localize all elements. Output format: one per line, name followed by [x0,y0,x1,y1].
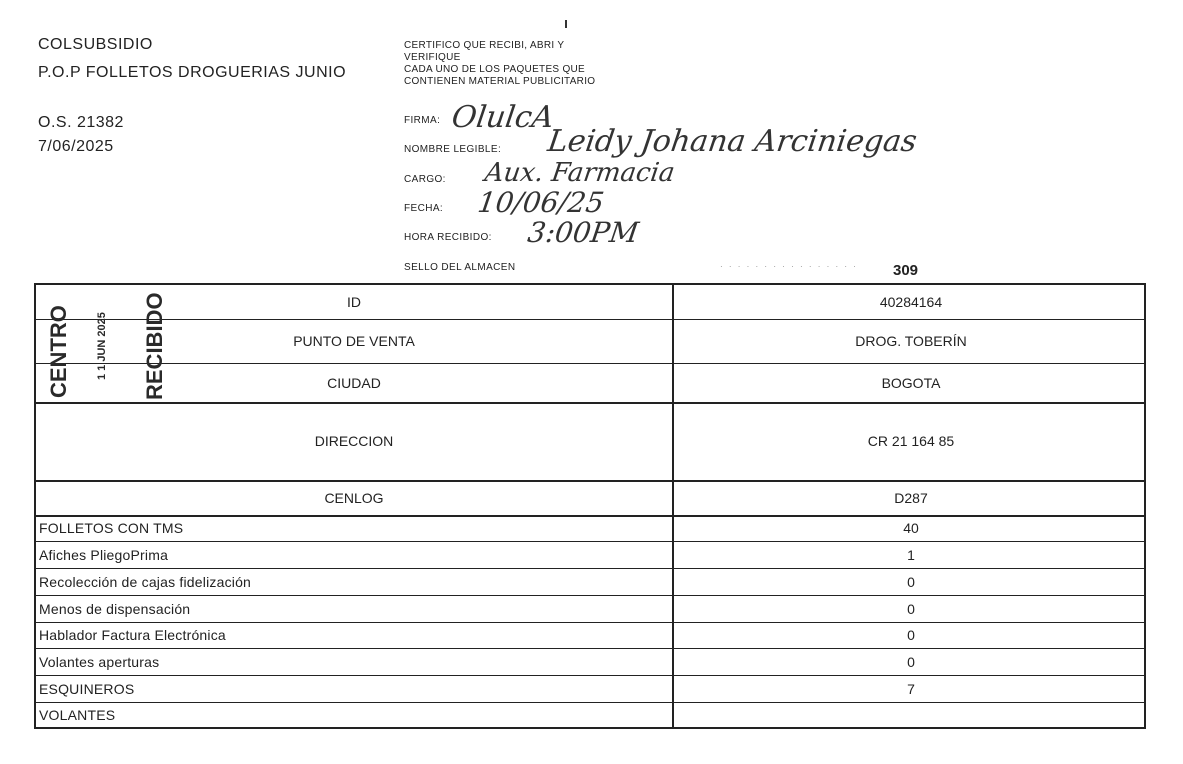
cargo-value: Aux. Farmacia [482,158,677,188]
document-number: 309 [893,262,919,279]
cert-line-1: CERTIFICO QUE RECIBI, ABRI Y [404,40,565,51]
item-value: 7 [907,680,915,697]
faint-scan-text: · · · · · · · · · · · · · · · · [720,262,858,271]
item-label: VOLANTES [39,706,116,723]
company-name: COLSUBSIDIO [38,36,153,53]
cert-line-3: CADA UNO DE LOS PAQUETES QUE [404,64,586,75]
item-value: 0 [907,627,915,643]
item-value: 40 [903,520,919,536]
item-label: ESQUINEROS [39,680,135,697]
punto-venta-label: PUNTO DE VENTA [293,333,415,349]
stamp-line-1: CENTRO [46,305,71,398]
cenlog-value: D287 [894,489,928,506]
item-value [674,702,1148,727]
firma-label: FIRMA: [404,115,441,126]
item-value: 0 [907,600,915,617]
signature: OlulcA [449,100,557,135]
punto-venta-value: DROG. TOBERÍN [855,333,967,349]
cenlog-label: CENLOG [324,489,384,506]
stamp-line-2: 1 1 JUN 2025 [96,312,108,380]
fecha-label: FECHA: [404,203,444,214]
scan-mark [565,20,567,28]
received-stamp [36,280,166,400]
id-value: 40284164 [879,294,943,310]
fecha-value: 10/06/25 [475,186,607,219]
direccion-value: CR 21 164 85 [867,433,955,449]
item-value: 0 [907,653,915,670]
item-label: Menos de dispensación [39,600,191,617]
cert-line-4: CONTIENEN MATERIAL PUBLICITARIO [404,76,596,87]
item-value: 0 [907,573,915,590]
item-label: Volantes aperturas [39,653,160,670]
nombre-label: NOMBRE LEGIBLE: [404,144,502,155]
order-number: O.S. 21382 [38,114,124,131]
project-title: P.O.P FOLLETOS DROGUERIAS JUNIO [38,64,347,81]
certification-text [404,40,654,88]
direccion-label: DIRECCION [314,433,394,449]
hora-value: 3:00PM [525,216,641,249]
stamp-line-3: RECIBIDO [142,292,167,400]
cargo-label: CARGO: [404,174,446,185]
hora-label: HORA RECIBIDO: [404,232,492,243]
id-label: ID [347,294,361,310]
delivery-table [34,283,1146,729]
item-label: Hablador Factura Electrónica [39,627,226,643]
ciudad-label: CIUDAD [327,374,381,391]
item-label: Recolección de cajas fidelización [39,573,252,590]
order-date: 7/06/2025 [38,138,114,155]
nombre-value: Leidy Johana Arciniegas [545,124,920,159]
item-label: Afiches PliegoPrima [39,546,169,563]
item-value: 1 [907,546,915,563]
ciudad-value: BOGOTA [881,374,941,391]
sello-label: SELLO DEL ALMACEN [404,262,516,273]
cert-line-2: VERIFIQUE [404,52,461,63]
item-label: FOLLETOS CON TMS [39,520,184,536]
